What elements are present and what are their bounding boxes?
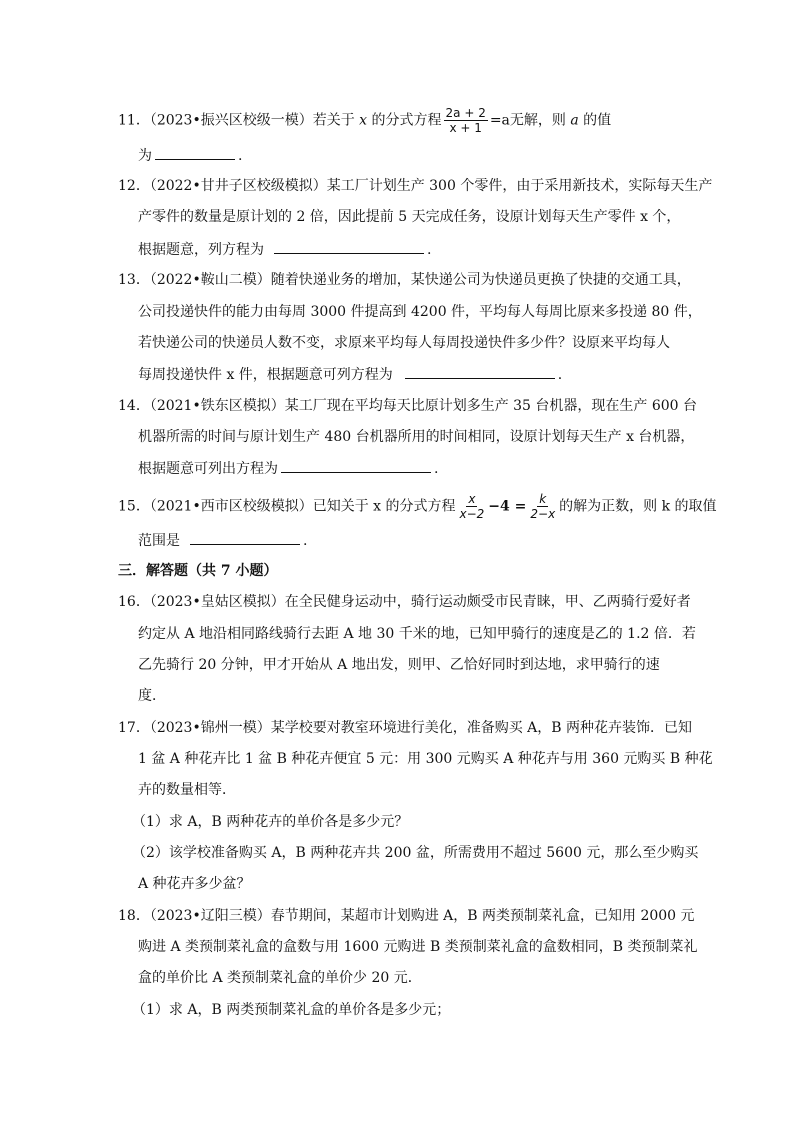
question-17-line-1: 17．（2023•锦州一模）某学校要对教室环境进行美化，准备购买 A，B 两种花卉装饰．已知 <box>118 720 692 736</box>
question-13-line-2: 公司投递快件的能力由每周 3000 件提高到 4200 件，平均每人每周比原来多投递 80 件， <box>138 304 702 320</box>
q15-text: . <box>303 533 308 549</box>
answer-blank-13[interactable] <box>405 364 555 379</box>
q15-fraction-1 <box>458 492 487 521</box>
question-13-line-3: 若快递公司的快递员人数不变，求原来平均每人每周投递快件多少件？设原来平均每人 <box>138 335 670 351</box>
q15-text: 的解为正数，则 k 的取值 <box>559 498 717 515</box>
q14-text: 根据题意可列出方程为 <box>138 461 278 477</box>
question-16-line-1: 16．（2023•皇姑区模拟）在全民健身运动中，骑行运动颇受市民青睐，甲、乙两骑行爱好者 <box>118 594 691 610</box>
q11-text: . <box>238 148 243 164</box>
q14-text: . <box>434 461 439 477</box>
question-11-line-2 <box>138 145 242 166</box>
q11-text: 11．（2023•振兴区校级一模）若关于 <box>118 112 355 129</box>
question-15-line-2 <box>138 530 307 551</box>
question-12-line-1: 12．（2022•甘井子区校级模拟）某工厂计划生产 300 个零件，由于采用新技术，实际每天生产 <box>118 178 713 194</box>
question-11-line-1 <box>118 106 611 135</box>
answer-blank-15[interactable] <box>190 530 300 545</box>
fraction-numerator: x <box>468 492 476 506</box>
q11-text: 的值 <box>583 112 612 129</box>
q11-variable: a <box>570 112 579 129</box>
q11-text: 的分式方程 <box>371 112 442 129</box>
question-17-line-2: 1 盆 A 种花卉比 1 盆 B 种花卉便宜 5 元：用 300 元购买 A 种花卉与用 360 元购买 B 种花 <box>138 751 713 767</box>
question-14-line-3 <box>138 458 438 479</box>
question-18-line-3: 盒的单价比 A 类预制菜礼盒的单价少 20 元． <box>138 970 422 986</box>
question-13-line-1: 13．（2022•鞍山二模）随着快递业务的增加，某快递公司为快递员更换了快捷的交通工具， <box>118 272 691 288</box>
question-13-line-4 <box>138 364 562 385</box>
q15-fraction-2 <box>528 492 557 521</box>
question-12-line-3 <box>138 239 431 260</box>
q11-variable: x <box>359 112 368 129</box>
q15-text: −4 = <box>488 498 527 515</box>
q15-text: 范围是 <box>138 533 180 549</box>
question-17-sub-2-cont: A 种花卉多少盆？ <box>138 876 251 892</box>
fraction-denominator: x−2 <box>459 507 485 521</box>
question-16-line-4: 度． <box>138 688 166 704</box>
answer-blank-11[interactable] <box>155 145 235 160</box>
question-17-sub-2: （2）该学校准备购买 A，B 两种花卉共 200 盆，所需费用不超过 5600 元，那么至少购买 <box>132 845 699 861</box>
answer-blank-12[interactable] <box>274 239 424 254</box>
question-17-line-3: 卉的数量相等． <box>138 782 236 798</box>
fraction-numerator: k <box>539 492 547 506</box>
fraction-numerator: 2a + 2 <box>445 106 486 120</box>
question-16-line-2: 约定从 A 地沿相同路线骑行去距 A 地 30 千米的地，已知甲骑行的速度是乙的 1.2 倍．若 <box>138 626 696 642</box>
question-15-line-1 <box>118 492 717 521</box>
q12-text: 根据题意，列方程为 <box>138 242 264 258</box>
fraction-denominator: 2−x <box>530 507 556 521</box>
question-18-line-1: 18．（2023•辽阳三模）春节期间，某超市计划购进 A，B 两类预制菜礼盒，已知用 2000 元 <box>118 908 695 924</box>
question-16-line-3: 乙先骑行 20 分钟，甲才开始从 A 地出发，则甲、乙恰好同时到达地，求甲骑行的速 <box>138 657 660 673</box>
q13-text: . <box>557 367 563 383</box>
question-14-line-2: 机器所需的时间与原计划生产 480 台机器所用的时间相同，设原计划每天生产 x 台机器， <box>138 429 695 445</box>
question-14-line-1: 14．（2021•铁东区模拟）某工厂现在平均每天比原计划多生产 35 台机器，现在生产 600 台 <box>118 398 698 414</box>
section-3-heading: 三．解答题（共 7 小题） <box>118 563 278 579</box>
question-18-line-2: 购进 A 类预制菜礼盒的盒数与用 1600 元购进 B 类预制菜礼盒的盒数相同，B 类预制菜礼 <box>138 939 698 955</box>
q12-text: . <box>427 242 432 258</box>
q13-text: 每周投递快件 x 件，根据题意可列方程为 <box>138 367 393 383</box>
q11-text: 为 <box>138 148 152 164</box>
answer-blank-14[interactable] <box>281 458 431 473</box>
question-17-sub-1: （1）求 A，B 两种花卉的单价各是多少元？ <box>132 814 409 830</box>
fraction-denominator: x + 1 <box>449 121 482 135</box>
question-18-sub-1: （1）求 A，B 两类预制菜礼盒的单价各是多少元； <box>132 1002 451 1018</box>
q15-text: 15．（2021•西市区校级模拟）已知关于 x 的分式方程 <box>118 498 456 515</box>
question-12-line-2: 产零件的数量是原计划的 2 倍，因此提前 5 天完成任务，设原计划每天生产零件 x 个， <box>138 209 681 225</box>
q11-fraction <box>444 106 488 135</box>
q11-text: =a无解，则 <box>489 112 566 129</box>
